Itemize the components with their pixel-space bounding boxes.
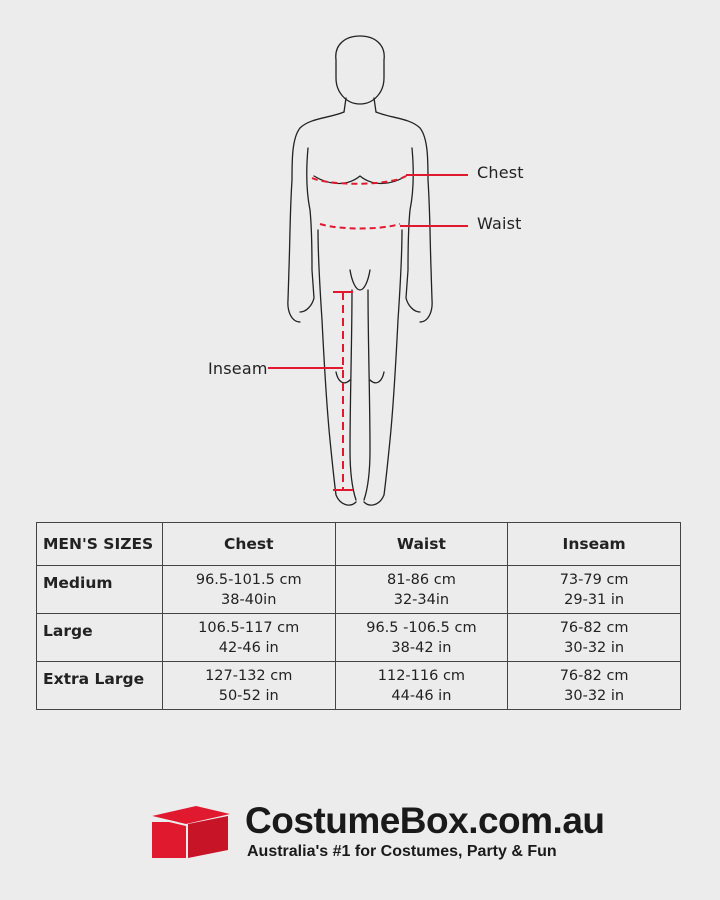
logo-tagline: Australia's #1 for Costumes, Party & Fun (247, 843, 557, 860)
logo-domain: .com.au (468, 800, 605, 841)
header-chest: Chest (162, 523, 335, 566)
logo-brand: CostumeBox (245, 800, 469, 841)
inseam-label: Inseam (208, 359, 268, 378)
waist-label: Waist (477, 214, 522, 233)
header-waist: Waist (335, 523, 508, 566)
table-row (37, 662, 681, 710)
logo-wordmark (245, 800, 605, 842)
waist-value: 112-116 cm 44-46 in (335, 662, 508, 710)
waist-value: 81-86 cm 32-34in (335, 566, 508, 614)
chest-value: 96.5-101.5 cm 38-40in (162, 566, 335, 614)
chest-value: 106.5-117 cm 42-46 in (162, 614, 335, 662)
chest-value: 127-132 cm 50-52 in (162, 662, 335, 710)
size-name: Large (37, 614, 163, 662)
header-sizes: MEN'S SIZES (37, 523, 163, 566)
size-chart-table (36, 522, 681, 710)
chest-label: Chest (477, 163, 524, 182)
header-inseam: Inseam (508, 523, 681, 566)
waist-value: 96.5 -106.5 cm 38-42 in (335, 614, 508, 662)
inseam-value: 76-82 cm 30-32 in (508, 662, 681, 710)
size-name: Medium (37, 566, 163, 614)
size-name: Extra Large (37, 662, 163, 710)
inseam-value: 76-82 cm 30-32 in (508, 614, 681, 662)
table-row (37, 566, 681, 614)
costumebox-logo (150, 800, 605, 870)
inseam-value: 73-79 cm 29-31 in (508, 566, 681, 614)
table-header-row (37, 523, 681, 566)
box-icon (150, 802, 232, 860)
table-row (37, 614, 681, 662)
